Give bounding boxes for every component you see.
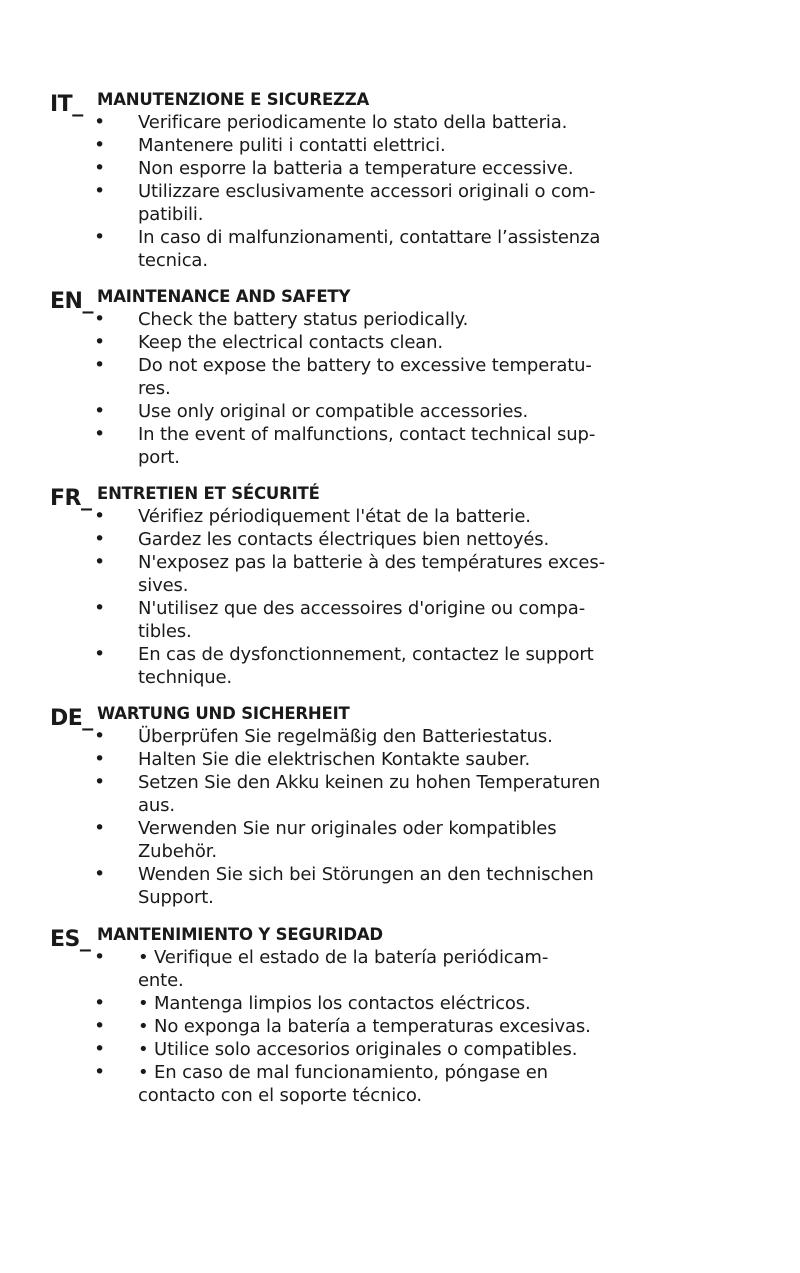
bullet-icon: • [94,643,106,665]
list-item-text: Überprüfen Sie regelmäßig den Batteriestatus. [138,726,553,747]
bullet-list [0,946,800,1107]
list-item-text: N'exposez pas la batterie à des températures exces- sives. [138,552,605,596]
list-item [0,643,800,689]
list-item [0,771,800,817]
bullet-icon: • [94,946,106,968]
bullet-icon: • [94,528,106,550]
list-item-text: • En caso de mal funcionamiento, póngase en contacto con el soporte técnico. [138,1062,548,1106]
list-item-text: Non esporre la batteria a temperature eccessive. [138,158,574,179]
list-item [0,505,800,528]
list-item-text: • Mantenga limpios los contactos eléctricos. [138,993,531,1014]
section-heading: ENTRETIEN ET SÉCURITÉ [97,484,320,503]
section-heading: MANTENIMIENTO Y SEGURIDAD [97,925,383,944]
list-item-text: Gardez les contacts électriques bien nettoyés. [138,529,550,550]
bullet-icon: • [94,992,106,1014]
list-item [0,1015,800,1038]
list-item [0,354,800,400]
list-item [0,946,800,992]
list-item-text: Wenden Sie sich bei Störungen an den technischen Support. [138,864,594,908]
list-item-text: En cas de dysfonctionnement, contactez le support technique. [138,644,594,688]
bullet-icon: • [94,748,106,770]
language-code: IT_ [50,92,83,117]
language-code: DE_ [50,706,93,731]
list-item-text: • Utilice solo accesorios originales o compatibles. [138,1039,578,1060]
language-code: ES_ [50,927,91,952]
list-item [0,111,800,134]
list-item [0,863,800,909]
list-item [0,400,800,423]
list-item-text: In the event of malfunctions, contact technical sup- port. [138,424,596,468]
bullet-icon: • [94,551,106,573]
list-item-text: Use only original or compatible accessories. [138,401,529,422]
bullet-icon: • [94,180,106,202]
list-item [0,1061,800,1107]
list-item [0,134,800,157]
bullet-list [0,111,800,272]
list-item [0,748,800,771]
bullet-icon: • [94,308,106,330]
bullet-icon: • [94,134,106,156]
list-item [0,725,800,748]
list-item [0,528,800,551]
list-item-text: Setzen Sie den Akku keinen zu hohen Temperaturen aus. [138,772,601,816]
section-heading: WARTUNG UND SICHERHEIT [97,704,350,723]
list-item [0,226,800,272]
section-heading: MAINTENANCE AND SAFETY [97,287,351,306]
language-code: FR_ [50,486,92,511]
list-item [0,551,800,597]
list-item-text: • Verifique el estado de la batería periódicam- ente. [138,947,549,991]
bullet-icon: • [94,331,106,353]
bullet-icon: • [94,771,106,793]
list-item [0,180,800,226]
list-item-text: Halten Sie die elektrischen Kontakte sauber. [138,749,531,770]
section-heading: MANUTENZIONE E SICUREZZA [97,90,370,109]
language-code: EN_ [50,289,93,314]
bullet-icon: • [94,400,106,422]
list-item [0,1038,800,1061]
bullet-icon: • [94,111,106,133]
bullet-icon: • [94,505,106,527]
list-item-text: Verificare periodicamente lo stato della batteria. [138,112,568,133]
list-item-text: N'utilisez que des accessoires d'origine ou compa- tibles. [138,598,586,642]
list-item [0,308,800,331]
list-item [0,331,800,354]
bullet-icon: • [94,817,106,839]
list-item [0,157,800,180]
bullet-icon: • [94,1061,106,1083]
bullet-icon: • [94,597,106,619]
list-item-text: Keep the electrical contacts clean. [138,332,443,353]
bullet-icon: • [94,226,106,248]
bullet-icon: • [94,354,106,376]
list-item [0,992,800,1015]
bullet-icon: • [94,1015,106,1037]
bullet-icon: • [94,725,106,747]
bullet-icon: • [94,423,106,445]
bullet-icon: • [94,863,106,885]
list-item-text: Mantenere puliti i contatti elettrici. [138,135,446,156]
list-item [0,423,800,469]
list-item-text: Verwenden Sie nur originales oder kompatibles Zubehör. [138,818,557,862]
list-item-text: Do not expose the battery to excessive temperatu- res. [138,355,592,399]
list-item-text: Utilizzare esclusivamente accessori originali o com- patibili. [138,181,596,225]
list-item-text: • No exponga la batería a temperaturas excesivas. [138,1016,591,1037]
bullet-icon: • [94,1038,106,1060]
list-item [0,597,800,643]
bullet-icon: • [94,157,106,179]
bullet-list [0,308,800,469]
list-item-text: Vérifiez périodiquement l'état de la batterie. [138,506,531,527]
bullet-list [0,725,800,909]
list-item-text: Check the battery status periodically. [138,309,469,330]
list-item [0,817,800,863]
bullet-list [0,505,800,689]
list-item-text: In caso di malfunzionamenti, contattare l’assistenza tecnica. [138,227,601,271]
